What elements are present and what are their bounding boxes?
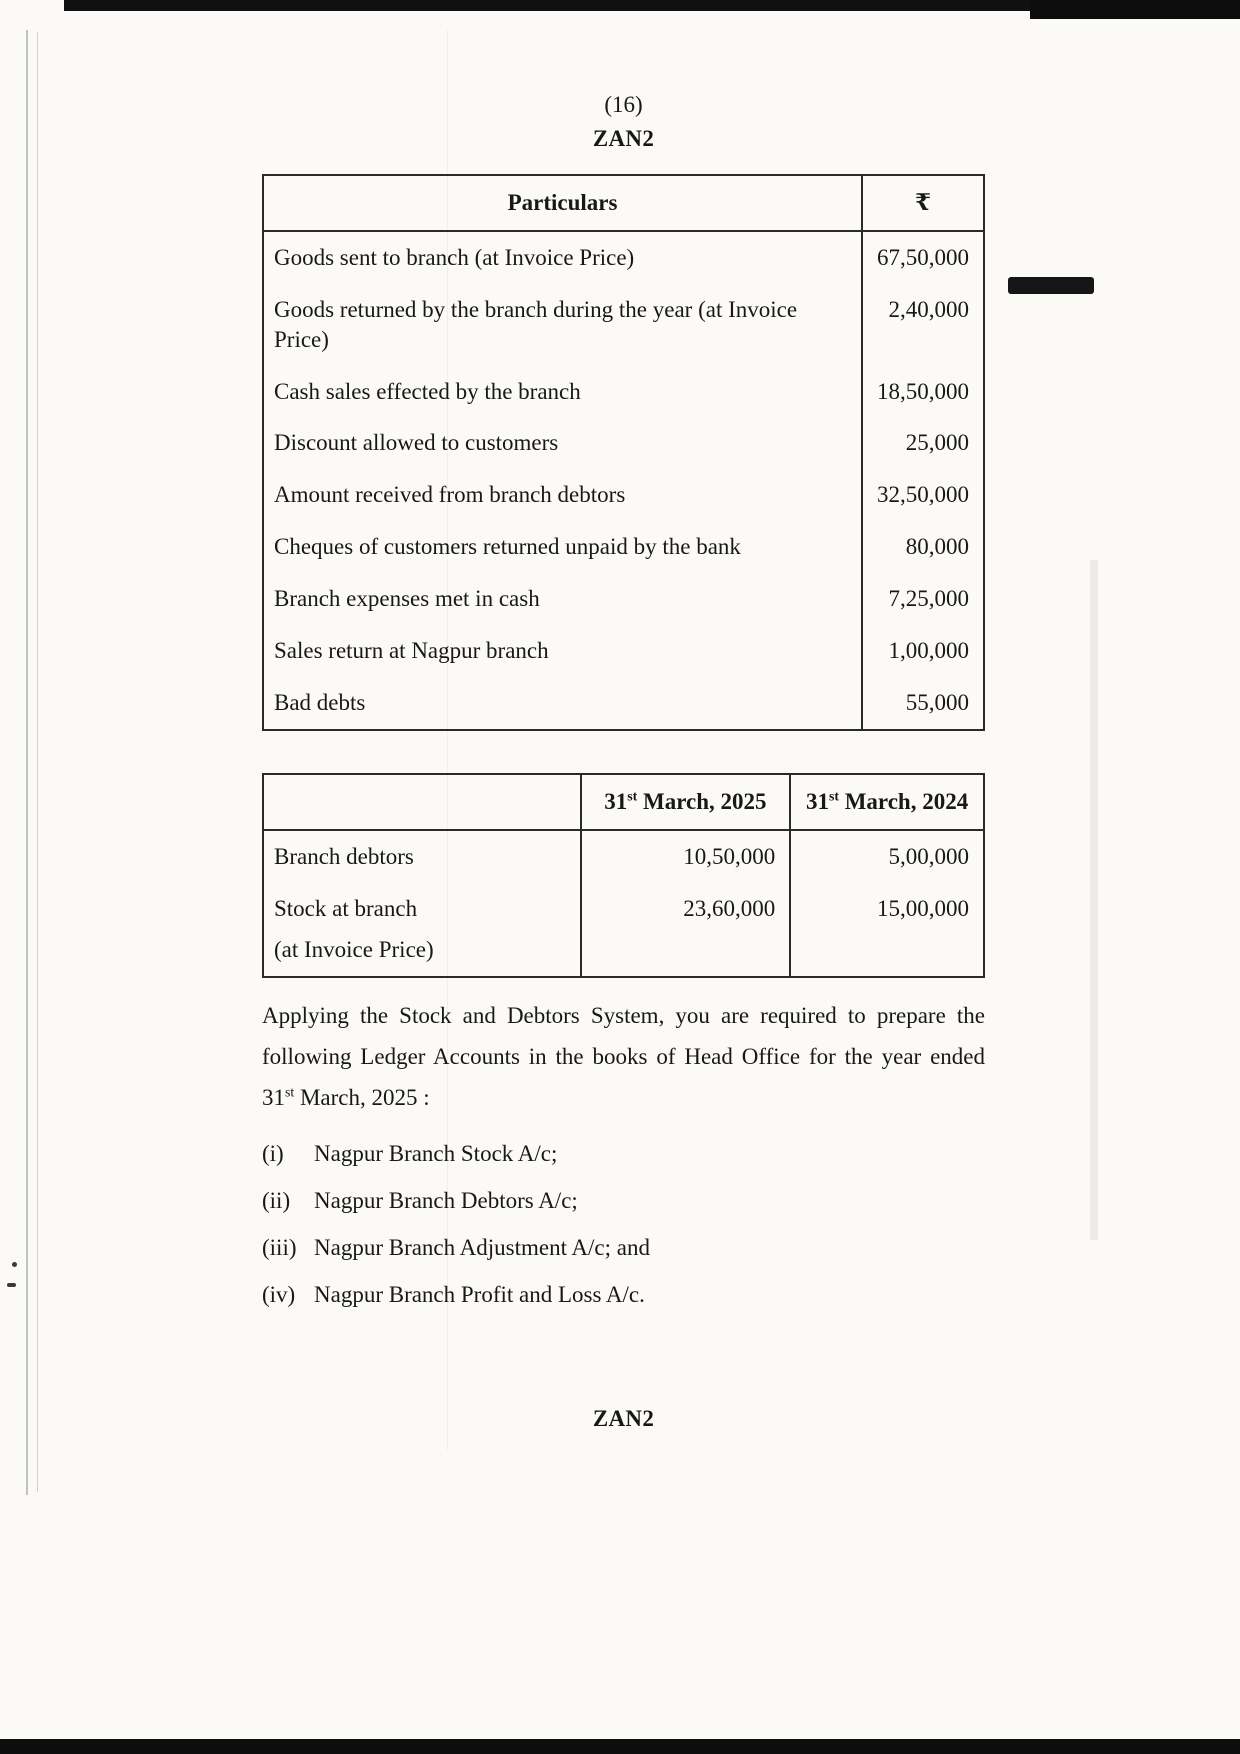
row-amount: 2,40,000 [862, 284, 984, 366]
row-amount: 7,25,000 [862, 573, 984, 625]
left-margin-line-inner [37, 32, 38, 1492]
row-label: Amount received from branch debtors [263, 469, 862, 521]
scan-shadow-right [1090, 560, 1098, 1240]
table-row [263, 366, 984, 418]
date-header-2024 [790, 774, 984, 830]
row-label: Goods returned by the branch during the year (at Invoice Price) [263, 284, 862, 366]
table-row [263, 883, 984, 978]
table-row [263, 830, 984, 883]
list-item-text: Nagpur Branch Profit and Loss A/c. [314, 1282, 645, 1308]
table-row [263, 284, 984, 366]
table-row [263, 417, 984, 469]
row-amount: 25,000 [862, 417, 984, 469]
question-text-part2: March, 2025 : [294, 1085, 430, 1111]
row-label: Discount allowed to customers [263, 417, 862, 469]
list-item-text: Nagpur Branch Debtors A/c; [314, 1188, 578, 1214]
scan-speck [7, 1283, 16, 1287]
date-rest: March, 2024 [838, 788, 969, 814]
table-row [263, 231, 984, 284]
requirements-list [262, 1141, 985, 1308]
left-margin-line [26, 30, 28, 1495]
row-amount: 1,00,000 [862, 625, 984, 677]
paper-code-top: ZAN2 [592, 126, 655, 151]
row-label: Branch debtors [263, 830, 581, 883]
table-row [263, 469, 984, 521]
paper-code-bottom: ZAN2 [592, 1406, 655, 1432]
particulars-header: Particulars [263, 175, 862, 231]
question-paragraph [262, 996, 985, 1119]
list-item-number: (i) [262, 1141, 284, 1167]
date-day: 31 [604, 788, 628, 814]
list-item [262, 1188, 985, 1214]
list-item-number: (iv) [262, 1282, 296, 1308]
scan-speck [12, 1262, 17, 1267]
list-item-number: (iii) [262, 1235, 297, 1261]
scan-edge-bottom [0, 1739, 1240, 1754]
list-item-number: (ii) [262, 1188, 291, 1214]
table-header-row [263, 175, 984, 231]
page-content [262, 92, 985, 1432]
list-item [262, 1141, 985, 1167]
scan-edge-top-right [1030, 0, 1240, 19]
list-item-text: Nagpur Branch Stock A/c; [314, 1141, 558, 1167]
row-label: Goods sent to branch (at Invoice Price) [263, 231, 862, 284]
table-row [263, 625, 984, 677]
row-amount: 32,50,000 [862, 469, 984, 521]
row-amount: 55,000 [862, 677, 984, 730]
row-amount: 80,000 [862, 521, 984, 573]
row-label: Cheques of customers returned unpaid by the bank [263, 521, 862, 573]
table-row [263, 677, 984, 730]
date-header-2025 [581, 774, 791, 830]
row-label [263, 883, 581, 978]
balances-table [262, 773, 985, 979]
row-label: Branch expenses met in cash [263, 573, 862, 625]
date-ordinal: st [627, 788, 638, 804]
page-number: (16) [604, 92, 643, 117]
rupee-header: ₹ [862, 175, 984, 231]
scan-mark-right-edge [1008, 277, 1094, 294]
list-item-text: Nagpur Branch Adjustment A/c; and [314, 1235, 650, 1261]
row-label-line2: (at Invoice Price) [274, 937, 434, 963]
row-amount: 67,50,000 [862, 231, 984, 284]
date-ordinal: st [285, 1084, 295, 1100]
row-amount-2025: 10,50,000 [581, 830, 791, 883]
date-rest: March, 2025 [637, 788, 767, 814]
row-amount-2024: 15,00,000 [790, 883, 984, 978]
question-text-part1: Applying the Stock and Debtors System, you are required to prepare the following Ledger Accounts in the books of Head Office for the year ended 31 [262, 1003, 985, 1111]
date-day: 31 [806, 788, 829, 814]
row-label: Sales return at Nagpur branch [263, 625, 862, 677]
blank-header [263, 774, 581, 830]
row-label-line1: Stock at branch [274, 895, 418, 921]
list-item [262, 1282, 985, 1308]
particulars-table [262, 174, 985, 731]
list-item [262, 1235, 985, 1261]
table-header-row [263, 774, 984, 830]
row-amount: 18,50,000 [862, 366, 984, 418]
row-label: Bad debts [263, 677, 862, 730]
row-amount-2025: 23,60,000 [581, 883, 791, 978]
table-row [263, 573, 984, 625]
row-label: Cash sales effected by the branch [263, 366, 862, 418]
date-ordinal: st [829, 788, 839, 804]
table-row [263, 521, 984, 573]
row-amount-2024: 5,00,000 [790, 830, 984, 883]
